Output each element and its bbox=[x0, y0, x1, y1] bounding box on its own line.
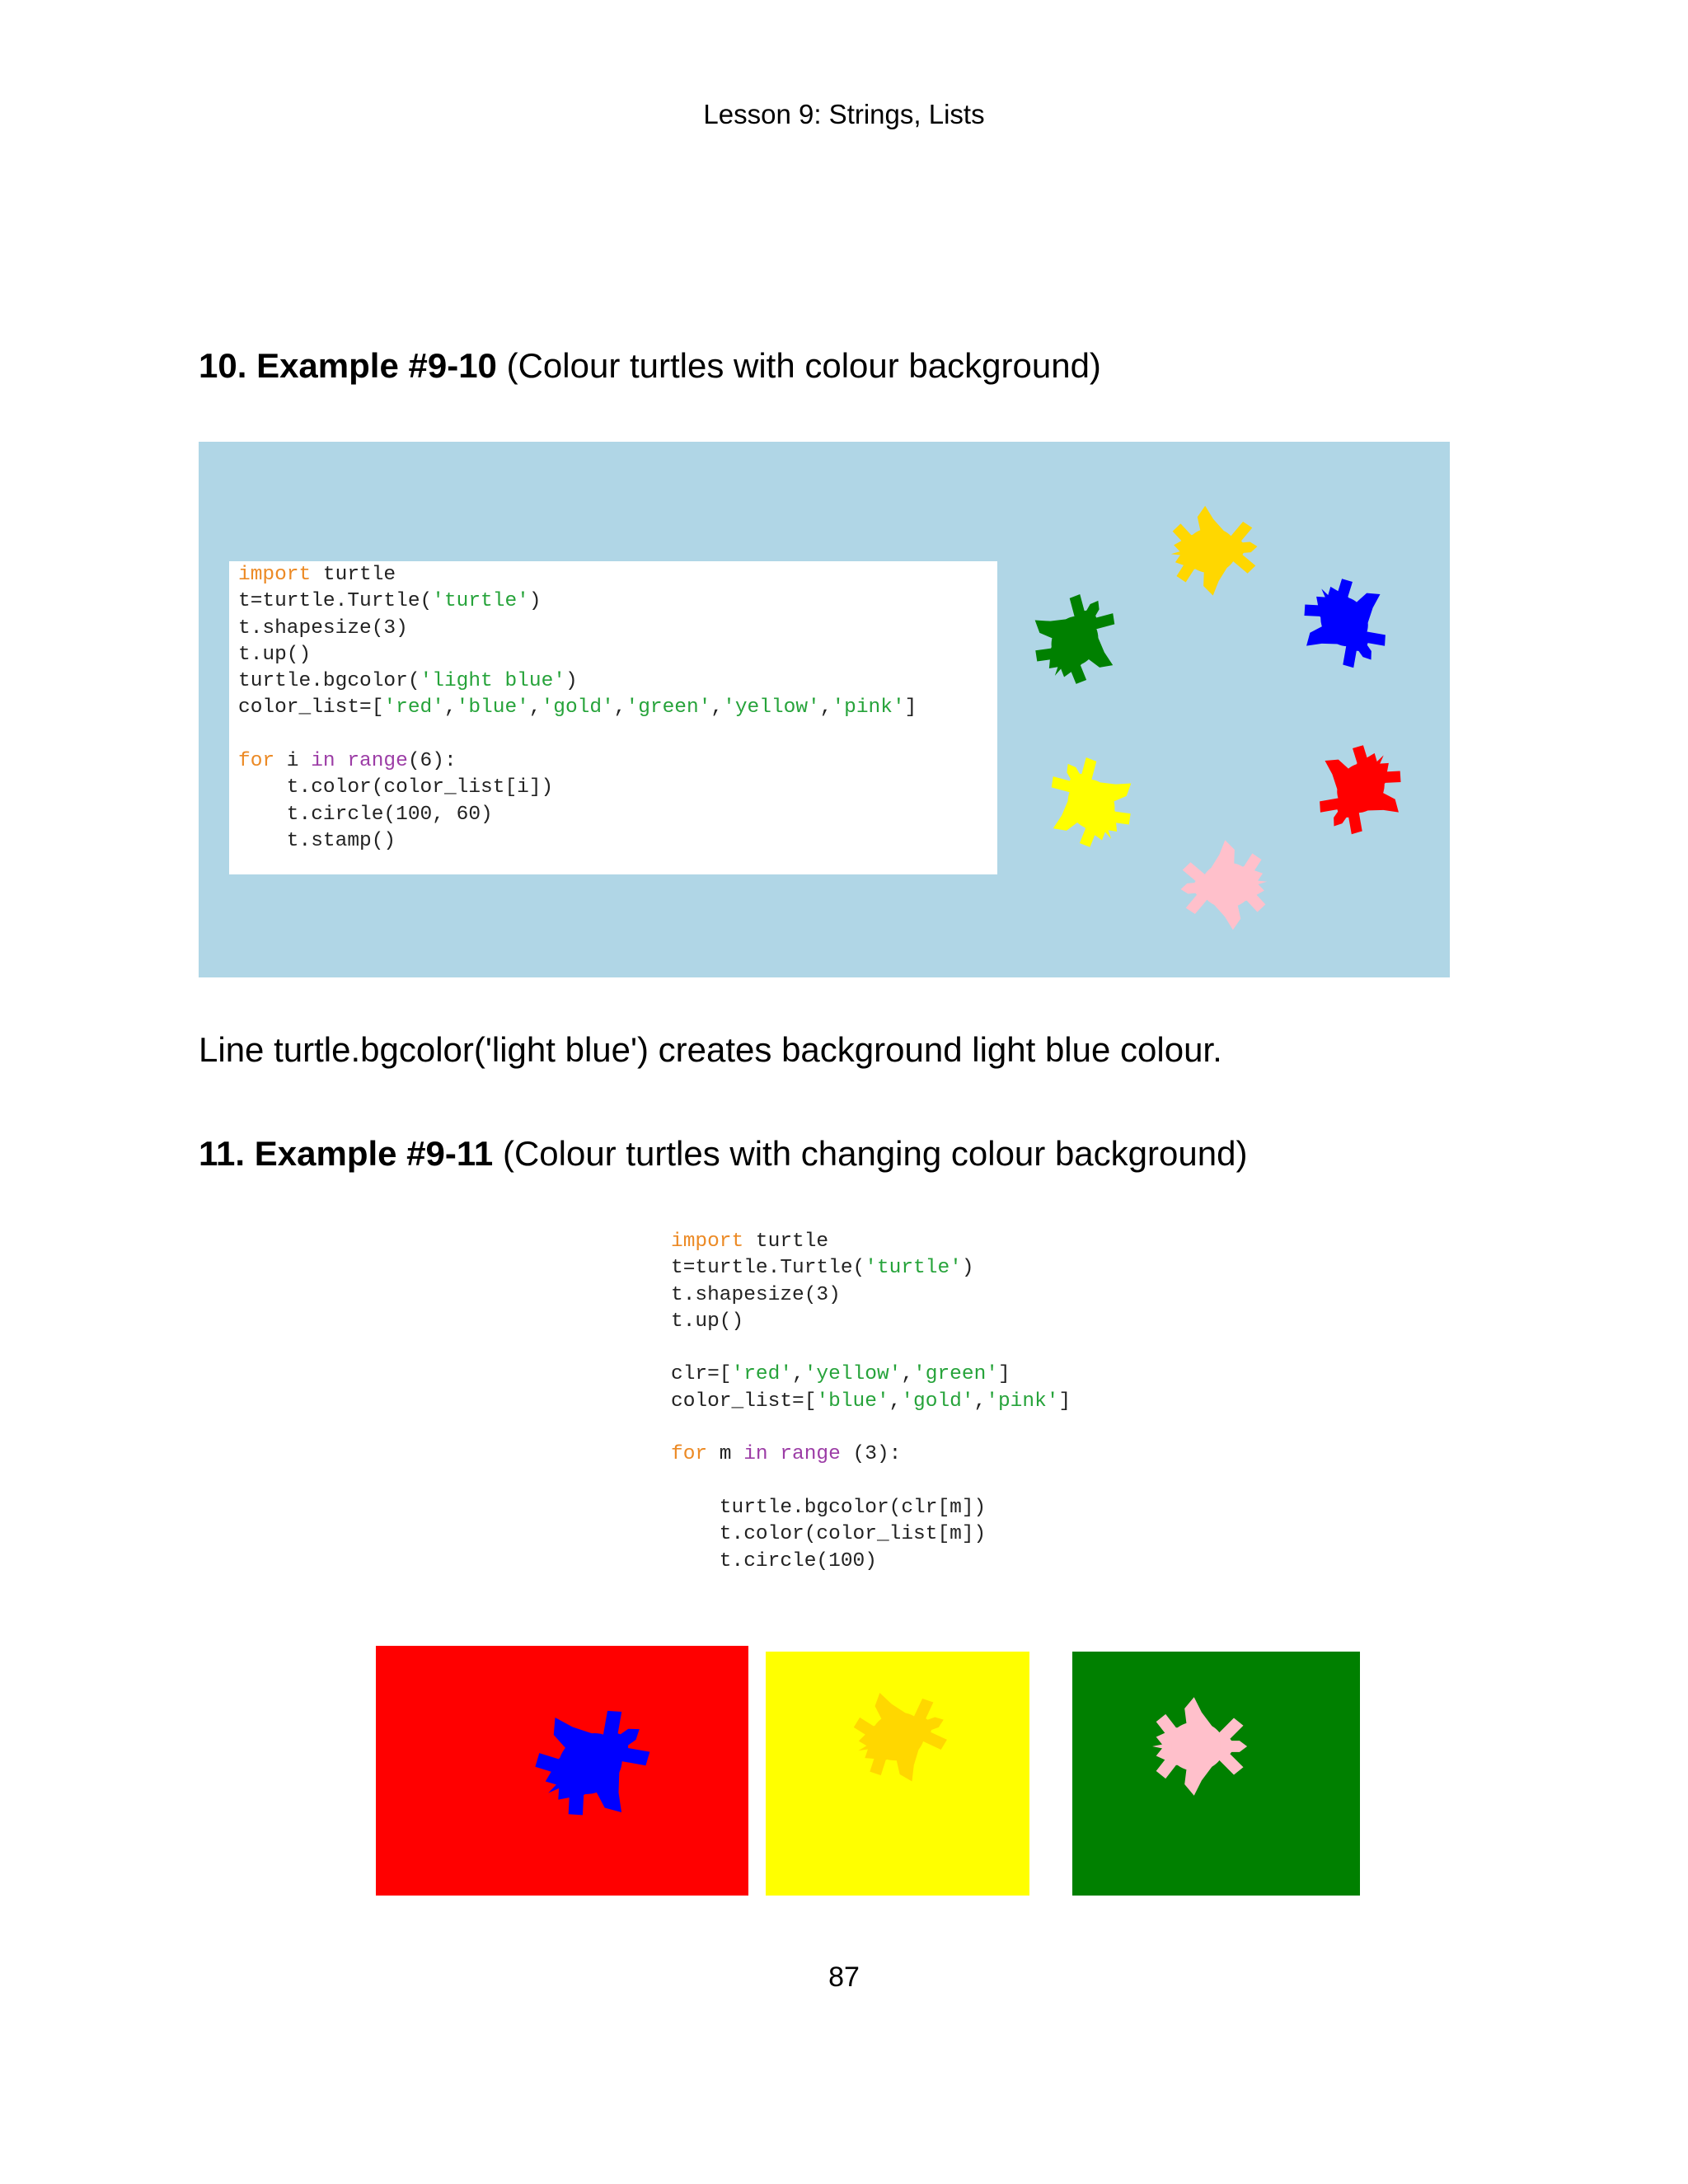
turtle-yellow bbox=[1029, 742, 1150, 862]
turtle-pink-on-green bbox=[1072, 1652, 1360, 1896]
turtle-blue bbox=[515, 1682, 673, 1840]
page-header: Lesson 9: Strings, Lists bbox=[703, 99, 985, 129]
section-11-title: Example #9-11 bbox=[254, 1134, 494, 1173]
section-11-subtitle: (Colour turtles with changing colour background) bbox=[502, 1134, 1248, 1173]
turtle-pink bbox=[1152, 1697, 1247, 1796]
panel-yellow-background bbox=[766, 1652, 1029, 1896]
turtle-gold bbox=[1167, 502, 1261, 599]
turtle-green bbox=[1016, 579, 1137, 699]
turtle-blue-on-red bbox=[376, 1646, 748, 1896]
section-10-number: 10. bbox=[199, 346, 247, 385]
turtle-red bbox=[1297, 729, 1421, 852]
turtle-ring-image bbox=[998, 442, 1450, 977]
example-9-11-code: import turtle t=turtle.Turtle('turtle') t.shapesize(3) t.up() clr=['red','yellow','green'] color_list=['blue','gold','pink'] for m in range (3): turtle.bgcolor(clr[m]) t.color(color_list[m]) t.circle(100) bbox=[671, 1229, 1132, 1583]
example-9-10-figure bbox=[199, 442, 1450, 977]
turtle-gold bbox=[842, 1675, 959, 1795]
section-11-number: 11. bbox=[199, 1134, 246, 1173]
section-10-title: Example #9-10 bbox=[256, 346, 497, 385]
section-10-subtitle: (Colour turtles with colour background) bbox=[506, 346, 1101, 385]
panel-green-background bbox=[1072, 1652, 1360, 1896]
turtle-pink bbox=[1177, 837, 1271, 934]
turtle-blue bbox=[1285, 563, 1409, 686]
section-10-heading bbox=[199, 346, 1101, 386]
panel-red-background bbox=[376, 1646, 748, 1896]
example-9-10-code: import turtle t=turtle.Turtle('turtle') t.shapesize(3) t.up() turtle.bgcolor('light blue') color_list=['red','blue','gold','green','yellow','pink'] for i in range(6): t.color(color_list[i]) t.circle(100, 60) t.stamp() bbox=[229, 561, 997, 874]
turtle-gold-on-yellow bbox=[766, 1652, 1029, 1896]
bgcolor-explanation: Line turtle.bgcolor('light blue') creates background light blue colour. bbox=[199, 1030, 1222, 1069]
section-11-heading bbox=[199, 1134, 1247, 1174]
page-number: 87 bbox=[828, 1961, 860, 1993]
